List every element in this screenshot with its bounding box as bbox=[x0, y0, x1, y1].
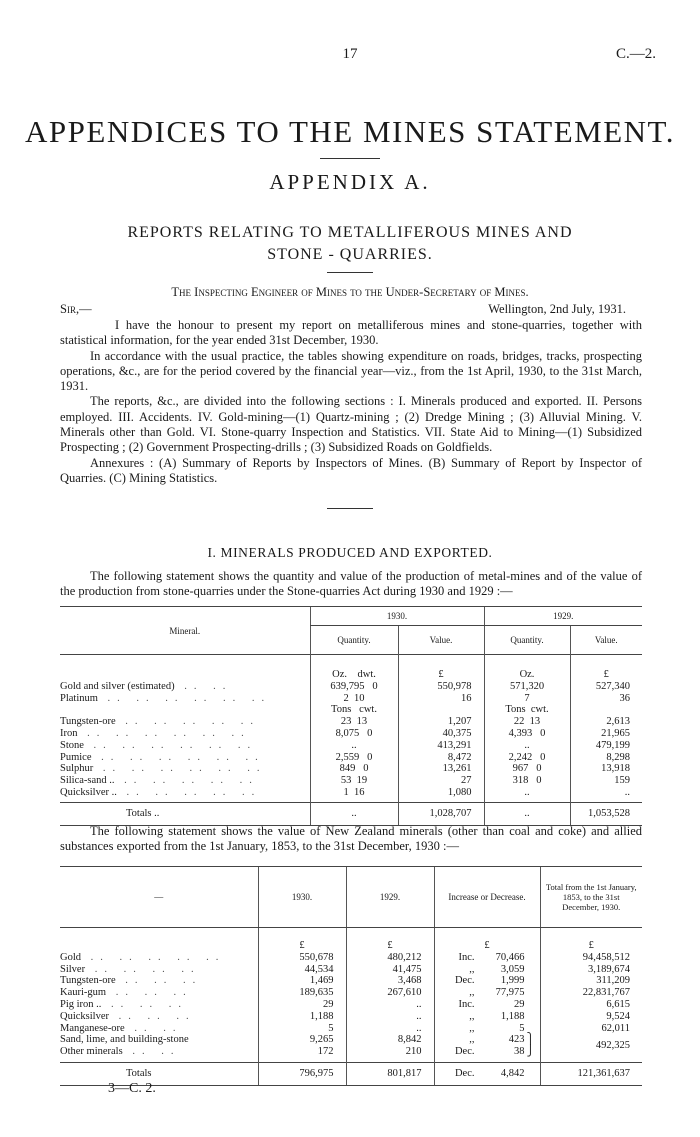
column-header-quantity: Quantity. bbox=[310, 626, 398, 655]
change-amount: 77,975 bbox=[495, 987, 525, 999]
leader-dots: .. .. bbox=[124, 1022, 183, 1034]
leader-dots: .. .. .. .. .. .. bbox=[77, 727, 251, 739]
table-cell: 8,075 0 bbox=[310, 728, 398, 740]
mineral-name bbox=[60, 1046, 258, 1058]
column-header-1930: 1930. bbox=[258, 867, 346, 928]
table-cell: Tons cwt. bbox=[484, 704, 570, 716]
table-row bbox=[60, 704, 642, 716]
leader-dots: .. .. .. .. .. .. bbox=[97, 692, 272, 704]
totals-label: Totals bbox=[60, 1062, 258, 1085]
production-table bbox=[60, 606, 642, 826]
mineral-label: Tungsten-ore bbox=[60, 716, 116, 728]
table-cell: 27 bbox=[398, 775, 484, 787]
table-cell: 7 bbox=[484, 693, 570, 705]
total-cell: 1,053,528 bbox=[570, 802, 642, 825]
table-cell: 210 bbox=[346, 1046, 434, 1058]
table-cell: 40,375 bbox=[398, 728, 484, 740]
change-direction: Dec. bbox=[454, 975, 475, 987]
leader-dots: .. .. bbox=[174, 680, 233, 692]
table-cell: 94,458,512 bbox=[540, 952, 642, 964]
change-direction: Inc. bbox=[458, 998, 475, 1010]
table-cell: .. bbox=[346, 1011, 434, 1023]
change-direction: ,, bbox=[469, 987, 475, 999]
page-footer: 3—C. 2. bbox=[108, 1081, 156, 1096]
mineral-name bbox=[60, 987, 258, 999]
change-direction: ,, bbox=[469, 1010, 475, 1022]
table-cell: 967 0 bbox=[484, 763, 570, 775]
change-amount: 1,188 bbox=[500, 1010, 525, 1022]
table-row bbox=[60, 740, 642, 752]
title-divider bbox=[320, 158, 380, 159]
unit-row bbox=[60, 669, 642, 681]
table-cell: 22 13 bbox=[484, 716, 570, 728]
table-cell: 1,207 bbox=[398, 716, 484, 728]
table-cell: .. bbox=[570, 787, 642, 799]
total-cell: .. bbox=[484, 802, 570, 825]
total-cell: 121,361,637 bbox=[540, 1062, 642, 1085]
section-intro: The following statement shows the value of New Zealand minerals (other than coal and coke) and allied substances exported from the 1st January, 1853, to the 31st December, 1930 :— bbox=[60, 824, 642, 854]
table-cell: 527,340 bbox=[570, 681, 642, 693]
table-row bbox=[60, 964, 642, 976]
column-header-quantity: Quantity. bbox=[484, 626, 570, 655]
table-row bbox=[60, 975, 642, 987]
leader-dots: .. .. .. .. .. .. bbox=[91, 751, 265, 763]
change-cell bbox=[434, 999, 540, 1011]
table-cell: 849 0 bbox=[310, 763, 398, 775]
leader-dots: .. .. bbox=[122, 1046, 181, 1058]
change-direction: ,, bbox=[469, 1022, 475, 1034]
table-cell: 23 13 bbox=[310, 716, 398, 728]
mineral-label: Manganese-ore bbox=[60, 1022, 125, 1034]
mineral-name bbox=[60, 693, 310, 705]
column-header-value: Value. bbox=[398, 626, 484, 655]
column-header-mineral: Mineral. bbox=[60, 607, 310, 655]
section-title: I. MINERALS PRODUCED AND EXPORTED. bbox=[207, 545, 493, 560]
leader-dots: .. .. .. .. bbox=[85, 963, 201, 975]
mineral-name bbox=[60, 704, 310, 716]
page-number: 17 bbox=[342, 46, 358, 62]
leader-dots: .. .. .. .. .. bbox=[114, 775, 259, 787]
change-amount: 70,466 bbox=[495, 951, 525, 963]
table-cell: 413,291 bbox=[398, 740, 484, 752]
table-row bbox=[60, 728, 642, 740]
column-header-value: Value. bbox=[570, 626, 642, 655]
currency-symbol: £ bbox=[540, 940, 642, 952]
change-cell bbox=[434, 964, 540, 976]
mineral-name bbox=[60, 763, 310, 775]
table-cell: 36 bbox=[570, 693, 642, 705]
column-header-total: Total from the 1st January, 1853, to the 31st December, 1930. bbox=[540, 867, 642, 928]
exports-table bbox=[60, 866, 642, 1086]
table-row bbox=[60, 1011, 642, 1023]
total-cell: .. bbox=[310, 802, 398, 825]
change-amount: 423 bbox=[508, 1034, 525, 1046]
mineral-name bbox=[60, 975, 258, 987]
table-cell: 29 bbox=[258, 999, 346, 1011]
currency-symbol: £ bbox=[258, 940, 346, 952]
table-cell: 8,842 bbox=[346, 1034, 434, 1046]
reports-heading-line-2: STONE - QUARRIES. bbox=[267, 246, 433, 263]
table-cell: 639,795 0 bbox=[310, 681, 398, 693]
table-cell: 2,242 0 bbox=[484, 752, 570, 764]
table-cell: 5 bbox=[258, 1023, 346, 1035]
change-amount: 3,059 bbox=[500, 963, 525, 975]
change-cell bbox=[434, 1034, 540, 1046]
table-cell: 13,918 bbox=[570, 763, 642, 775]
mineral-label: Quicksilver bbox=[60, 1010, 109, 1022]
letter-address: The Inspecting Engineer of Mines to the Under-Secretary of Mines. bbox=[171, 285, 529, 299]
letter-paragraph: I have the honour to present my report on metalliferous mines and stone-quarries, together with statistical information, for the year ended 31st December, 1930. bbox=[60, 318, 642, 348]
table-cell: 571,320 bbox=[484, 681, 570, 693]
table-row bbox=[60, 952, 642, 964]
letter-body bbox=[60, 318, 642, 486]
mineral-label: Iron bbox=[60, 727, 78, 739]
letter-paragraph: In accordance with the usual practice, the tables showing expenditure on roads, bridges, tracks, prospecting operations, &c., are for the period covered by the financial year—viz., from the 1st April, 1930, to the 31st March, 1931. bbox=[60, 348, 642, 394]
table-row bbox=[60, 987, 642, 999]
column-header-1929: 1929. bbox=[346, 867, 434, 928]
table-cell: 550,978 bbox=[398, 681, 484, 693]
table-cell: .. bbox=[310, 740, 398, 752]
unit-label: £ bbox=[570, 669, 642, 681]
mineral-name bbox=[60, 728, 310, 740]
table-cell: 2,613 bbox=[570, 716, 642, 728]
appendix-heading: APPENDIX A. bbox=[269, 170, 431, 194]
brace-icon: ⎫ bbox=[526, 1034, 535, 1046]
reports-divider bbox=[327, 272, 373, 273]
table-cell: 172 bbox=[258, 1046, 346, 1058]
table-cell: 6,615 bbox=[540, 999, 642, 1011]
table-row bbox=[60, 693, 642, 705]
table-row bbox=[60, 775, 642, 787]
table-cell: 8,298 bbox=[570, 752, 642, 764]
table-row bbox=[60, 716, 642, 728]
change-amount: 1,999 bbox=[500, 975, 525, 987]
table-cell: 2,559 0 bbox=[310, 752, 398, 764]
mineral-label: Pumice bbox=[60, 751, 92, 763]
change-cell bbox=[434, 975, 540, 987]
column-header-mineral: — bbox=[60, 867, 258, 928]
change-cell bbox=[434, 1046, 540, 1058]
mineral-label: Other minerals bbox=[60, 1046, 123, 1058]
mineral-label: Platinum bbox=[60, 692, 98, 704]
mineral-name bbox=[60, 681, 310, 693]
table-cell: 44,534 bbox=[258, 964, 346, 976]
table-cell: 480,212 bbox=[346, 952, 434, 964]
section-divider bbox=[327, 508, 373, 509]
mineral-label: Pig iron .. bbox=[60, 998, 102, 1010]
section-intro: The following statement shows the quantity and value of the production of metal-mines and of the value of the production from stone-quarries under the Stone-quarries Act during 1930 and 1929 :— bbox=[60, 569, 642, 599]
table-cell: 9,524 bbox=[540, 1011, 642, 1023]
document-reference: C.—2. bbox=[615, 46, 656, 62]
mineral-name bbox=[60, 1034, 258, 1046]
table-cell: 13,261 bbox=[398, 763, 484, 775]
mineral-name bbox=[60, 787, 310, 799]
currency-symbol: £ bbox=[346, 940, 434, 952]
currency-row bbox=[60, 940, 642, 952]
leader-dots: .. .. .. .. .. bbox=[116, 786, 262, 798]
mineral-name bbox=[60, 752, 310, 764]
total-cell: 801,817 bbox=[346, 1062, 434, 1085]
change-cell bbox=[434, 987, 540, 999]
letter-paragraph: The reports, &c., are divided into the following sections : I. Minerals produced and exported. II. Persons employed. III. Accidents. IV. Gold-mining—(1) Quartz-mining ; (2) Dredge Mining ; (3) Alluvial Mining. V. Minerals other than Gold. VI. Stone-quarry Inspection and Statistics. VII. State Aid to Mining—(1) Subsidized Prospecting ; (2) Government Prospecting-drills ; (3) Subsidized Roads on Goldfields. bbox=[60, 394, 642, 455]
table-row bbox=[60, 1034, 642, 1046]
table-cell: .. bbox=[346, 999, 434, 1011]
change-cell bbox=[434, 952, 540, 964]
table-cell: 492,325 bbox=[540, 1034, 642, 1058]
table-cell bbox=[570, 704, 642, 716]
change-amount: 29 bbox=[514, 998, 525, 1010]
reports-heading-line-1: REPORTS RELATING TO METALLIFEROUS MINES AND bbox=[127, 224, 573, 241]
leader-dots: .. .. .. bbox=[115, 975, 203, 987]
total-cell: 1,028,707 bbox=[398, 802, 484, 825]
table-cell: .. bbox=[484, 787, 570, 799]
totals-label: Totals .. bbox=[60, 802, 310, 825]
table-cell: 16 bbox=[398, 693, 484, 705]
change-amount: 4,842 bbox=[500, 1068, 525, 1080]
mineral-name bbox=[60, 952, 258, 964]
total-change-cell bbox=[434, 1062, 540, 1085]
mineral-label: Gold bbox=[60, 951, 81, 963]
table-cell: 21,965 bbox=[570, 728, 642, 740]
table-row bbox=[60, 763, 642, 775]
unit-label: Oz. bbox=[484, 669, 570, 681]
table-cell: 41,475 bbox=[346, 964, 434, 976]
table-row bbox=[60, 752, 642, 764]
mineral-label: Sulphur bbox=[60, 763, 94, 775]
unit-label: Oz. dwt. bbox=[310, 669, 398, 681]
table-row bbox=[60, 787, 642, 799]
change-cell bbox=[434, 1023, 540, 1035]
total-cell: 796,975 bbox=[258, 1062, 346, 1085]
table-row bbox=[60, 681, 642, 693]
table-cell: 3,468 bbox=[346, 975, 434, 987]
table-cell: 1,080 bbox=[398, 787, 484, 799]
mineral-label: Silica-sand .. bbox=[60, 775, 115, 787]
mineral-label: Quicksilver .. bbox=[60, 786, 117, 798]
change-direction: Dec. bbox=[454, 1068, 475, 1080]
totals-row bbox=[60, 802, 642, 825]
table-cell: 550,678 bbox=[258, 952, 346, 964]
main-title: APPENDICES TO THE MINES STATEMENT. bbox=[25, 114, 675, 149]
change-direction: ,, bbox=[469, 963, 475, 975]
table-cell: Tons cwt. bbox=[310, 704, 398, 716]
table-cell: 62,011 bbox=[540, 1023, 642, 1035]
brace-icon: ⎭ bbox=[526, 1046, 535, 1058]
table-cell: 311,209 bbox=[540, 975, 642, 987]
mineral-name bbox=[60, 1023, 258, 1035]
leader-dots: .. .. .. bbox=[106, 987, 193, 999]
mineral-name bbox=[60, 740, 310, 752]
table-cell: 479,199 bbox=[570, 740, 642, 752]
table-cell: 267,610 bbox=[346, 987, 434, 999]
change-amount: 5 bbox=[519, 1022, 525, 1034]
mineral-label: Stone bbox=[60, 739, 84, 751]
leader-dots: .. .. .. .. .. .. bbox=[93, 763, 267, 775]
currency-symbol: £ bbox=[434, 940, 540, 952]
leader-dots: .. .. .. .. .. .. bbox=[83, 739, 258, 751]
leader-dots: .. .. .. .. .. bbox=[115, 716, 260, 728]
mineral-label: Silver bbox=[60, 963, 86, 975]
column-header-change: Increase or Decrease. bbox=[434, 867, 540, 928]
table-cell: 1 16 bbox=[310, 787, 398, 799]
change-direction: Inc. bbox=[458, 951, 475, 963]
table-cell: .. bbox=[346, 1023, 434, 1035]
leader-dots: .. .. .. .. .. bbox=[81, 951, 226, 963]
mineral-name bbox=[60, 999, 258, 1011]
unit-label: £ bbox=[398, 669, 484, 681]
column-header-1930: 1930. bbox=[310, 607, 484, 626]
mineral-label: Kauri-gum bbox=[60, 987, 107, 999]
change-amount: 38 bbox=[514, 1046, 525, 1058]
table-cell: .. bbox=[484, 740, 570, 752]
reports-heading bbox=[0, 222, 700, 266]
letter-paragraph: Annexures : (A) Summary of Reports by Inspectors of Mines. (B) Summary of Report by Inspector of Quarries. (C) Mining Statistics. bbox=[60, 455, 642, 485]
mineral-name bbox=[60, 1011, 258, 1023]
table-cell: 1,188 bbox=[258, 1011, 346, 1023]
mineral-name bbox=[60, 964, 258, 976]
table-cell: 9,265 bbox=[258, 1034, 346, 1046]
table-cell: 2 10 bbox=[310, 693, 398, 705]
letter-salutation: Sir,— bbox=[60, 302, 92, 316]
table-cell: 189,635 bbox=[258, 987, 346, 999]
mineral-label: Gold and silver (estimated) bbox=[60, 680, 175, 692]
table-row bbox=[60, 1023, 642, 1035]
leader-dots: .. .. .. bbox=[101, 998, 189, 1010]
table-row bbox=[60, 999, 642, 1011]
mineral-label: Sand, lime, and building-stone bbox=[60, 1034, 189, 1046]
change-direction: Dec. bbox=[454, 1046, 475, 1058]
mineral-name bbox=[60, 775, 310, 787]
table-cell: 8,472 bbox=[398, 752, 484, 764]
table-cell: 3,189,674 bbox=[540, 964, 642, 976]
mineral-label: Tungsten-ore bbox=[60, 975, 116, 987]
table-cell: 53 19 bbox=[310, 775, 398, 787]
table-cell bbox=[398, 704, 484, 716]
table-cell: 1,469 bbox=[258, 975, 346, 987]
change-cell bbox=[434, 1011, 540, 1023]
table-cell: 318 0 bbox=[484, 775, 570, 787]
table-cell: 159 bbox=[570, 775, 642, 787]
leader-dots: .. .. .. bbox=[109, 1010, 196, 1022]
table-cell: 22,831,767 bbox=[540, 987, 642, 999]
table-cell: 4,393 0 bbox=[484, 728, 570, 740]
change-direction: ,, bbox=[469, 1034, 475, 1046]
column-header-1929: 1929. bbox=[484, 607, 642, 626]
letter-place-date: Wellington, 2nd July, 1931. bbox=[488, 302, 626, 316]
mineral-name bbox=[60, 716, 310, 728]
